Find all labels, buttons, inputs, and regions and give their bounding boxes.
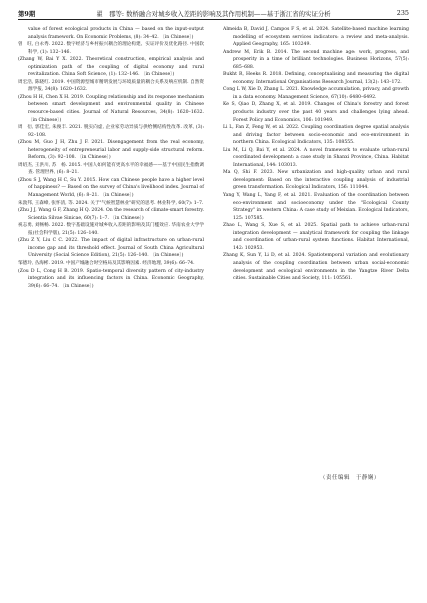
reference-entry: Yang Y, Wang L, Yang F, et al. 2021. Evaluation of the coordination between eco-environment and socioeconomy under the "Ecological County Strategy" in western China: A case study of Meixian. Ecological Indicators, 125: 107585. [223,193,409,221]
reference-entry: (Zhang W, Bai Y X. 2022. Theoretical construction, empirical analysis and optimization path of the coupling of digital economy and rural revitalization. China Soft Science, (1): 132–146. 〔in Chinese〕) [18,57,204,78]
reference-entry: 祝志勇, 刘畅畅. 2022. 数字基础设施对城乡收入差距的影响及其门槛效应. 华南农业大学学报(社会科学版), 21(5): 126–140. [18,223,204,236]
reference-entry: Liu M, Li Q, Bai Y, et al. 2024. A novel framework to evaluate urban-rural coordinated development: a case study in Shanxi Province, China. Habitat International, 144: 103013. [223,147,409,168]
reference-entry: Zhao L, Wang S, Xue S, et al. 2025. Spatial path to achieve urban-rural integration development — analytical framework for coupling the linkage and coordination of urban-rural system functions. Habitat International, 142: 102953. [223,223,409,251]
running-title: 翟 郡等: 数桥融合对城乡收入差距的影响及其作用机制——基于浙江省的实证分析 [96,10,331,18]
reference-entry: 周 衍, 郭佳宏, 朱俊丰. 2021. 脱实向虚, 企业家劳动异质与供给侧结构性改革. 改革, (3): 92–108. [18,125,204,138]
reference-entry: 周宏浩, 陈晓红. 2019. 中国资源型城市精明发展与环境质量的耦合关系及响应机制. 自然资源学报, 34(8): 1620–1632. [18,79,204,93]
references-right-column [223,26,409,283]
reference-entry: Ke S, Qiao D, Zhang X, et al. 2019. Changes of China's forestry and forest products industry over the past 40 years and challenges lying ahead. Forest Policy and Economics, 106: 101949. [223,102,409,123]
reference-entry: Cong L W, Xie D, Zhang L. 2021. Knowledge accumulation, privacy, and growth in a data economy. Management Science, 67(10): 6480–6492. [223,87,409,100]
header-rule [18,19,409,20]
reference-entry: 曾 旺, 白永秀. 2022. 数字经济与乡村振兴耦合的理论构建、实证评价及优化路径. 中国软科学, (1): 132–146. [18,42,204,55]
references-left-column [18,26,204,290]
reference-entry: Zhang K, Sun Y, Li D, et al. 2024. Spatiotemporal variation and evolutionary analysis of the coupling coordination between urban social-economic development and ecological environments in the Yangtze River Delta cities. Sustainable Cities and Society, 111: 105561. [223,253,409,282]
reference-entry: (Zhu J J, Wang G F, Zhang H Q. 2024. On the research of climate-smart forestry. Scientia Silvae Sinicae, 60(7): 1–7. 〔in Chinese〕) [18,208,204,221]
reference-entry: Bukht R, Heeks R. 2018. Defining, conceptualising and measuring the digital economy. International Organisations Research Journal, 13(2): 143–172. [223,72,409,85]
reference-entry: (Zhu Z Y, Liu C C. 2022. The impact of digital infrastructure on urban-rural income gap and its threshold effect. Journal of South China Agricultural University (Social Science Edition), 21(5): 126–140. 〔in Chinese〕) [18,238,204,259]
issue-number: 第9期 [18,10,36,18]
reference-entry: 朱敦邦, 王森峰, 张怀清, 等. 2024. 关于"气候智慧林业"研究的思考. 林业科学, 60(7): 1–7. [18,200,204,206]
reference-entry: 邹德玲, 丛海彬. 2019. 中国产城融合时空格局及其影响因素. 经济地理, 39(6): 66–74. [18,260,195,266]
reference-entry: (Zou D L, Cong H B. 2019. Spatio-temporal diversity pattern of city-industry integration and its influencing factors in China. Economic Geography, 39(6): 66–74. 〔in Chinese〕) [18,268,204,289]
page-number: 235 [396,9,409,17]
reference-entry: Ma Q, Shi F. 2023. New urbanization and high-quality urban and rural development: Based on the interactive coupling analysis of industrial green transformation. Ecological Indicators, 156: 111044. [223,170,409,191]
editor-signature: （责任编辑 于静娴） [320,475,380,481]
reference-entry: (Zhou S J, Wang H C, Su Y. 2015. How can Chinese people have a higher level of happiness? — Based on the survey of China's livelihood index. Journal of Management World, (6): 8–21. 〔in Chinese〕) [18,177,204,199]
reference-entry: (Zhou H H, Chen X H. 2019. Coupling relationship and its response mechanism between smart development and environmental quality in Chinese resource-based cities. Journal of Natural Resources, 34(8): 1620–1632. 〔in Chinese〕) [18,94,204,123]
page-header [18,6,409,20]
reference-entry: 周绍杰, 王洪川, 苏 杨. 2015. 中国人如何能有更高水平的幸福感——基于中国民生指数调查. 管理世界, (6): 8–21. [18,162,204,176]
reference-entry: Li L, Fan Z, Feng W, et al. 2022. Coupling coordination degree spatial analysis and driving factor between socio-economic and eco-environment in northern China. Ecological Indicators, 135: 108555. [223,125,409,146]
reference-entry: Almeida B, David J, Campos F S, et al. 2024. Satellite-based machine learning modelling of ecosystem services indicators: a review and meta-analysis. Applied Geography, 165: 103249. [223,27,409,48]
reference-entry: Andrew M, Erik B. 2014. The second machine age: work, progress, and prosperity in a time of brilliant technologies. Business Horizons, 57(5): 685–688. [223,49,409,70]
reference-entry: (Zhou M, Guo J H, Zhu J F. 2021. Disengagement from the real economy, heterogeneity of entrepreneurial labor and supply-side structural reform. Reform, (3): 92–108. 〔in Chinese〕) [18,140,204,161]
reference-entry: value of forest ecological products in China — based on the input-output analysis framework. On Economic Problems, (8): 34–42. 〔in Chinese〕) [28,27,204,40]
